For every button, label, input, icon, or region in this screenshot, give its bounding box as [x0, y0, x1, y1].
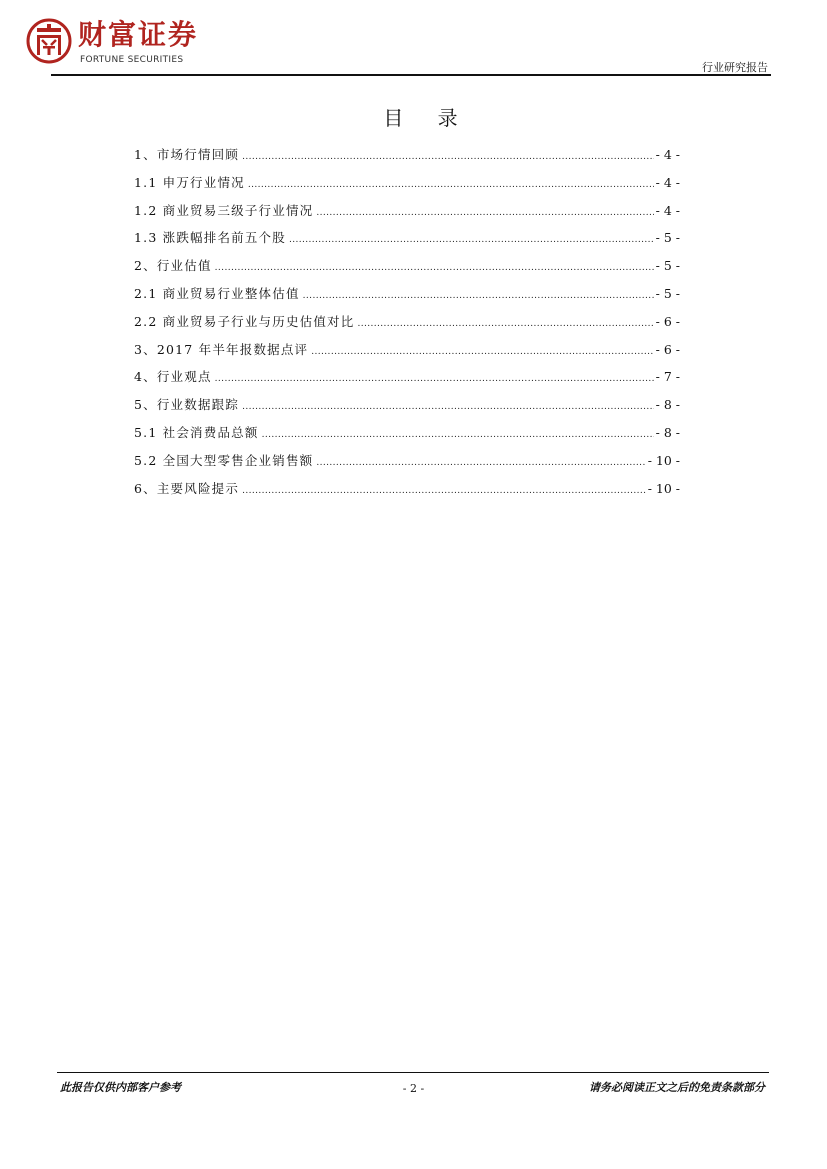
toc-entry[interactable]	[134, 145, 680, 173]
toc-entry[interactable]	[134, 423, 680, 451]
toc-entry-label: 4、行业观点	[134, 369, 212, 385]
header-divider	[51, 74, 771, 76]
toc-entry[interactable]	[134, 340, 680, 368]
toc-entry-page: - 8 -	[655, 397, 680, 413]
toc-entry[interactable]	[134, 228, 680, 256]
footer-disclaimer-left: 此报告仅供内部客户参考	[60, 1081, 181, 1094]
toc-entry-page: - 8 -	[655, 424, 680, 440]
fortune-securities-logo-icon	[26, 18, 72, 64]
toc-entry[interactable]	[134, 451, 680, 479]
toc-entry[interactable]	[134, 201, 680, 229]
toc-dot-leader	[316, 203, 653, 218]
toc-entry-label: 1.3 涨跌幅排名前五个股	[134, 230, 286, 246]
toc-dot-leader	[303, 286, 654, 301]
toc-entry[interactable]	[134, 256, 680, 284]
toc-entry-page: - 4 -	[655, 202, 680, 218]
toc-entry-page: - 5 -	[655, 285, 680, 301]
logo-chinese-name: 财富证券	[78, 18, 199, 51]
toc-entry-page: - 5 -	[655, 258, 680, 274]
logo-english-name: FORTUNE SECURITIES	[80, 55, 184, 65]
toc-entry-label: 5、行业数据跟踪	[134, 397, 240, 413]
toc-entry-page: - 4 -	[655, 147, 680, 162]
toc-entry[interactable]	[134, 312, 680, 340]
toc-entry-page: - 4 -	[655, 174, 680, 190]
toc-title: 目 录	[383, 106, 472, 130]
toc-entry-label: 1.2 商业贸易三级子行业情况	[134, 202, 314, 218]
toc-entry-page: - 6 -	[655, 313, 680, 329]
toc-dot-leader	[215, 369, 654, 384]
toc-dot-leader	[242, 147, 654, 162]
toc-entry-label: 2.2 商业贸易子行业与历史估值对比	[134, 313, 355, 329]
toc-dot-leader	[357, 314, 653, 329]
table-of-contents	[134, 145, 680, 506]
toc-entry-page: - 10 -	[647, 452, 680, 468]
toc-dot-leader	[248, 175, 654, 190]
footer-divider	[57, 1072, 769, 1073]
toc-entry-label: 5.1 社会消费品总额	[134, 424, 259, 440]
toc-entry-label: 1.1 申万行业情况	[134, 174, 245, 190]
toc-entry-page: - 5 -	[655, 230, 680, 246]
toc-dot-leader	[311, 342, 653, 357]
toc-dot-leader	[242, 481, 646, 496]
toc-entry-label: 2.1 商业贸易行业整体估值	[134, 285, 300, 301]
toc-entry[interactable]	[134, 367, 680, 395]
toc-dot-leader	[242, 397, 654, 412]
toc-entry-page: - 6 -	[655, 341, 680, 357]
toc-entry-label: 2、行业估值	[134, 258, 212, 274]
toc-entry-page: - 10 -	[647, 480, 680, 496]
page-header	[24, 14, 774, 78]
page-number: - 2 -	[402, 1082, 425, 1095]
report-type-label: 行业研究报告	[702, 61, 768, 74]
toc-dot-leader	[289, 230, 654, 245]
toc-entry[interactable]	[134, 479, 680, 507]
toc-dot-leader	[262, 425, 654, 440]
toc-dot-leader	[316, 453, 645, 468]
footer-disclaimer-right: 请务必阅读正文之后的免责条款部分	[589, 1081, 765, 1094]
toc-entry-label: 3、2017 年半年报数据点评	[134, 341, 309, 357]
toc-entry-label: 6、主要风险提示	[134, 480, 240, 496]
toc-entry[interactable]	[134, 395, 680, 423]
toc-entry[interactable]	[134, 173, 680, 201]
toc-entry[interactable]	[134, 284, 680, 312]
toc-entry-label: 5.2 全国大型零售企业销售额	[134, 452, 314, 468]
toc-dot-leader	[215, 258, 654, 273]
toc-entry-label: 1、市场行情回顾	[134, 147, 240, 162]
toc-entry-page: - 7 -	[655, 369, 680, 385]
